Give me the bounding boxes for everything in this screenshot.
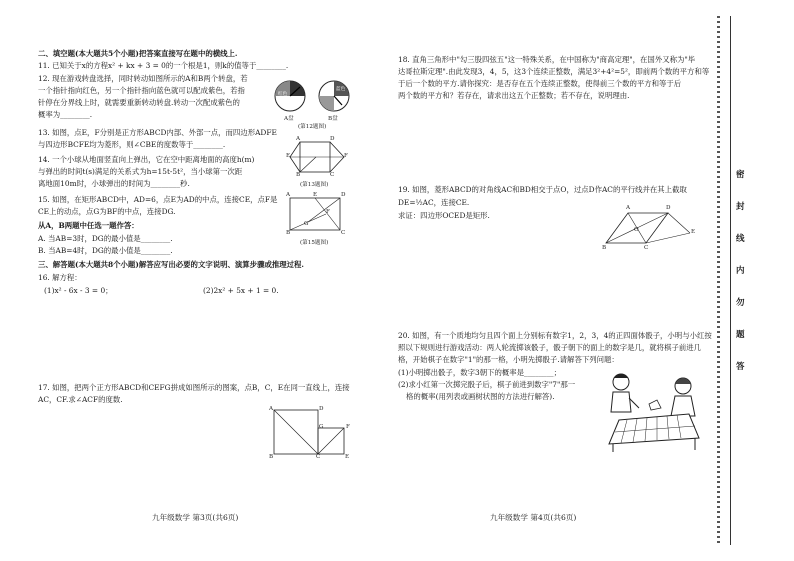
fig13-label-b: B [296,172,301,178]
q20-text-1: 20. 如图，有一个质地均匀且四个面上分别标有数字1，2，3，4的正四面体骰子，小明与小红按 [398,331,712,340]
q14-text-1: 14. 一个小球从地面竖直向上弹出，它在空中距离地面的高度h(m) [38,155,255,164]
q20-part2-1: (2)求小红第一次掷完骰子后，棋子前进到数字"7"那一 [398,380,576,389]
q18-text-4: 两个数的平方和？若存在，请求出这五个正整数；若不存在，说明理由. [398,91,630,100]
binding-glyph-1: 密 [736,170,745,180]
fig17-label-d: D [319,406,324,412]
section-fill-heading: 二、填空题(本大题共5个小题)把答案直接写在题中的横线上. [38,49,238,58]
footer-page4: 九年级数学 第4页(共6页) [490,513,577,522]
fig13-caption: (第13题图) [300,182,329,188]
q14-text-3: 离地面10m时，小球弹出的时间为________秒. [38,179,190,188]
q13-text-1: 13. 如图，点E，F分别是正方形ABCD内部、外部一点，而四边形ADFE [38,128,277,137]
q20-text-2: 照以下规则进行游戏活动：两人轮流掷该骰子，骰子朝下的面上的数字是几，就将棋子前进几 [398,343,702,352]
fig15-label-a: A [286,192,291,198]
fig15-diagram [284,192,346,246]
fig19-label-e: E [691,229,696,235]
fig13-label-e: E [286,153,291,159]
q15-choice-note: 从A，B两题中任选一题作答： [38,221,139,230]
binding-glyph-4: 内 [736,266,745,276]
fig15-caption: (第15题图) [300,240,329,246]
fig17-label-b: B [269,454,274,460]
fig19-label-b: B [602,245,607,251]
binding-glyph-6: 题 [736,330,745,340]
fig19-label-d: D [666,205,671,211]
q17-text-1: 17. 如图，把两个正方形ABCD和CEFG拼成如图所示的图案，点B，C，E在同一直线上，连接 [38,383,350,392]
fig17-label-e: E [345,454,350,460]
fig17-label-a: A [269,406,274,412]
fig13-label-d: D [330,136,335,142]
q18-text-2: 达哥拉斯定理".由此发现3，4，5，这3个连续正整数，满足3²+4²=5²，即前两个数的平方和等 [398,67,710,76]
fig19-diagram [600,205,700,257]
q20-part1: (1)小明掷出骰子，数字3朝下的概率是________； [398,368,561,377]
q17-text-2: AC，CF.求∠ACF的度数. [38,395,123,404]
fig17-label-f: F [346,424,350,430]
fig12-b-label: B盘 [328,116,338,122]
q11-text: 11. 已知关于x的方程x² + kx + 3 = 0的一个根是1，则k的值等于________. [38,61,289,70]
binding-margin [712,0,794,561]
q20-part2-2: 格的概率(用列表或画树状图的方法进行解答). [406,392,555,401]
fig15-label-b: B [286,230,291,236]
q14-text-2: 与弹出的时间t(s)满足的关系式为h=15t-5t²，当小球第一次距 [38,167,243,176]
fig19-label-o: O [634,227,639,233]
q15-option-b: B. 当AB=4时，DG的最小值是________. [38,246,173,255]
q16-part2: (2)2x² + 5x + 1 = 0. [203,286,279,295]
q18-text-3: 于后一个数的平方.请你探究：是否存在五个连续正整数，使得前三个数的平方和等于后 [398,79,682,88]
q13-text-2: 与四边形BCFE均为菱形，则∠CBE的度数等于________. [38,140,226,149]
fig17-label-c: C [316,454,321,460]
q19-text-3: 求证：四边形OCED是矩形. [398,211,490,220]
q19-text-2: DE=½AC，连接CE. [398,198,470,207]
q19-text-1: 19. 如图，菱形ABCD的对角线AC和BD相交于点O，过点D作AC的平行线并在其上截取 [398,185,687,194]
q15-text-1: 15. 如图，在矩形ABCD中，AD=6，点E为AD的中点，连接CE，点F是 [38,195,278,204]
binding-glyph-5: 勿 [736,298,745,308]
binding-glyph-7: 答 [736,362,745,372]
fig13-label-c: C [330,172,335,178]
section-solve-heading: 三、解答题(本大题共8个小题)解答应写出必要的文字说明、演算步骤或推理过程. [38,260,304,269]
fig15-label-c: C [341,230,346,236]
q16-text: 16. 解方程： [38,273,82,282]
q12-text-4: 概率为________. [38,110,93,119]
fig12-red-label: 红色 [278,92,288,97]
binding-line [730,16,731,545]
q15-option-a: A. 当AB=3时，DG的最小值是________. [38,234,173,243]
fig15-label-g: G [304,221,309,227]
binding-dashed-edge [717,16,720,546]
fig19-label-a: A [626,205,631,211]
fig12-blue-label: 蓝色 [336,87,346,92]
fig13-diagram [286,136,348,188]
q18-text-1: 18. 直角三角形中"勾三股四弦五"这一特殊关系，在中国称为"商高定理"，在国外又称为"毕 [398,55,696,64]
fig15-label-d: D [341,192,346,198]
fig12-a-label: A盘 [284,116,294,122]
fig17-diagram [266,406,358,460]
board-game-illustration [605,370,703,454]
q12-text-1: 12. 现在游戏转盘选择，同时转动如图所示的A和B两个转盘，若 [38,74,248,83]
fig12-spinners [272,78,358,130]
q16-part1: (1)x² - 6x - 3 = 0； [44,286,113,295]
fig19-label-c: C [644,245,649,251]
q15-text-2: CE上的动点，点G为BF的中点，连接DG. [38,207,176,216]
q20-text-3: 格，开始棋子在数字"1"的那一格，小明先掷骰子.请解答下列问题： [398,355,619,364]
q12-text-3: 针停在分界线上时，就需要重新转动转盘.转动一次配成紫色的 [38,98,240,107]
fig13-label-f: F [344,153,348,159]
binding-glyph-2: 封 [736,202,745,212]
fig17-label-g: G [319,424,324,430]
binding-glyph-3: 线 [736,234,745,244]
fig15-label-f: F [326,209,330,215]
footer-page3: 九年级数学 第3页(共6页) [152,513,239,522]
fig12-caption: (第12题图) [298,124,327,130]
fig13-label-a: A [296,136,301,142]
fig15-label-e: E [313,192,318,198]
q12-text-2: 一个指针指向红色，另一个指针指向蓝色就可以配成紫色，若指 [38,86,245,95]
